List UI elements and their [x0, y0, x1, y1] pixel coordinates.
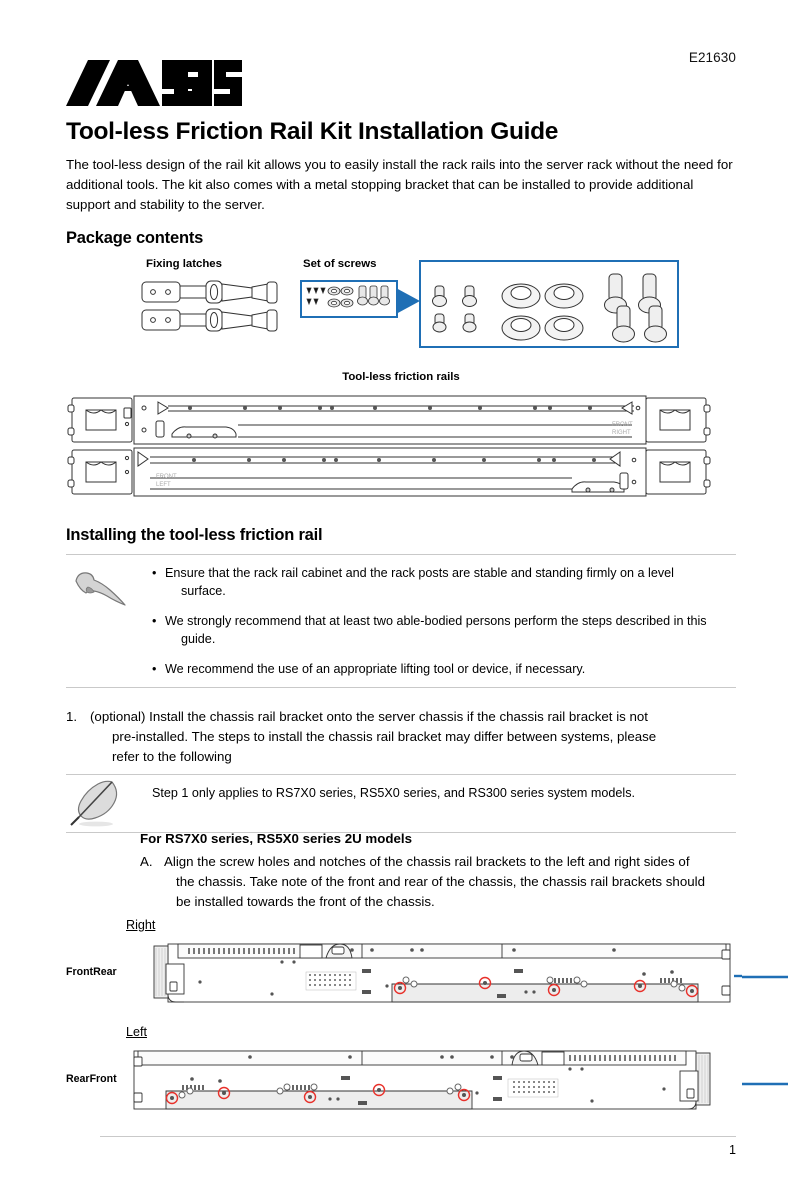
rail-mark-front-left-line2: LEFT [156, 482, 171, 488]
chassis-right-side-labels [66, 966, 117, 978]
sub-step-a-line2: the chassis. Take note of the front and rear of the chassis, the chassis rail brackets should [176, 874, 705, 889]
list-item [152, 612, 736, 648]
sub-step-a-line1: Align the screw holes and notches of the chassis rail brackets to the left and right sides of [164, 854, 690, 869]
quill-pen-note-icon [66, 775, 152, 832]
chassis-left-front-label: Front [89, 1073, 117, 1085]
asus-logo-icon [66, 60, 242, 106]
callout-arrow-icon [396, 288, 420, 314]
list-item [152, 564, 736, 600]
intro-paragraph: The tool-less design of the rail kit allows you to easily install the rack rails into the server rack without the need for additional tools. The kit also comes with a metal stopping bracket that can be installed to provide additional support and stability to the server. [66, 157, 733, 212]
chassis-right-leader-line [742, 974, 790, 980]
package-contents-figure [66, 258, 736, 368]
rail-mark-front-right-line1: FRONT [612, 422, 633, 428]
sub-heading-models: For RS7X0 series, RS5X0 series 2U models [140, 831, 412, 846]
asus-logo [66, 60, 242, 106]
chassis-left-rear-label: Rear [66, 1073, 90, 1085]
bullet-icon: • [152, 662, 157, 676]
chassis-left-caption: Left [126, 1025, 148, 1039]
section-heading-installing: Installing the tool-less friction rail [66, 526, 323, 544]
screws-detail-box [419, 260, 679, 348]
chassis-right-illustration [122, 936, 742, 1014]
chassis-left-illustration [122, 1043, 742, 1121]
safety-note-3: We recommend the use of an appropriate lifting tool or device, if necessary. [165, 662, 586, 676]
chassis-right-rear-label: Rear [93, 966, 117, 978]
bullet-icon: • [152, 566, 157, 580]
section-heading-package-contents: Package contents [66, 229, 204, 247]
label-set-of-screws: Set of screws [303, 258, 377, 270]
list-item [152, 660, 736, 678]
safety-note-list [152, 555, 736, 687]
sub-step-a [140, 852, 736, 912]
footer-divider [100, 1136, 736, 1137]
rails-illustration [66, 388, 736, 498]
sub-step-a-letter: A. [140, 854, 153, 869]
pointing-hand-note-icon [66, 555, 152, 614]
rail-mark-front-left-line1: FRONT [156, 474, 177, 480]
step-1 [66, 707, 736, 767]
tool-less-friction-rails-figure [66, 388, 736, 498]
step-1-note-block [66, 774, 736, 833]
safety-note-1: Ensure that the rack rail cabinet and the rack posts are stable and standing firmly on a level [165, 566, 674, 580]
rail-mark-front-right-line2: RIGHT [612, 430, 631, 436]
rails-figure-caption: Tool-less friction rails [342, 371, 460, 383]
step-1-line1: (optional) Install the chassis rail bracket onto the server chassis if the chassis rail bracket is not [90, 709, 648, 724]
chassis-right-caption: Right [126, 918, 156, 932]
fixing-latches-illustration [140, 278, 290, 338]
set-of-screws-illustration [302, 282, 396, 316]
page-number: 1 [728, 1143, 736, 1157]
page-title: Tool-less Friction Rail Kit Installation Guide [66, 118, 559, 145]
chassis-left-leader-line [742, 1081, 790, 1087]
screws-detail-illustration [421, 262, 677, 346]
document-code: E21630 [688, 50, 736, 65]
chassis-left-side-labels [66, 1073, 117, 1085]
step-1-line3: refer to the following [112, 749, 232, 764]
set-of-screws-box [300, 280, 398, 318]
note-rule-bottom [66, 687, 736, 688]
safety-note-1-cont: surface. [181, 584, 226, 598]
step-1-note-text: Step 1 only applies to RS7X0 series, RS5X0 series, and RS300 series system models. [152, 786, 635, 800]
sub-step-a-line3: be installed towards the front of the chassis. [176, 894, 435, 909]
label-fixing-latches: Fixing latches [146, 258, 222, 270]
chassis-right-front-label: Front [66, 966, 94, 978]
safety-note-2: We strongly recommend that at least two able-bodied persons perform the steps described in this [165, 614, 707, 628]
safety-note-block [66, 554, 736, 688]
step-1-number: 1. [66, 709, 78, 724]
safety-note-2-cont: guide. [181, 632, 216, 646]
step-1-line2: pre-installed. The steps to install the chassis rail bracket may differ between systems, please [112, 729, 657, 744]
bullet-icon: • [152, 614, 157, 628]
